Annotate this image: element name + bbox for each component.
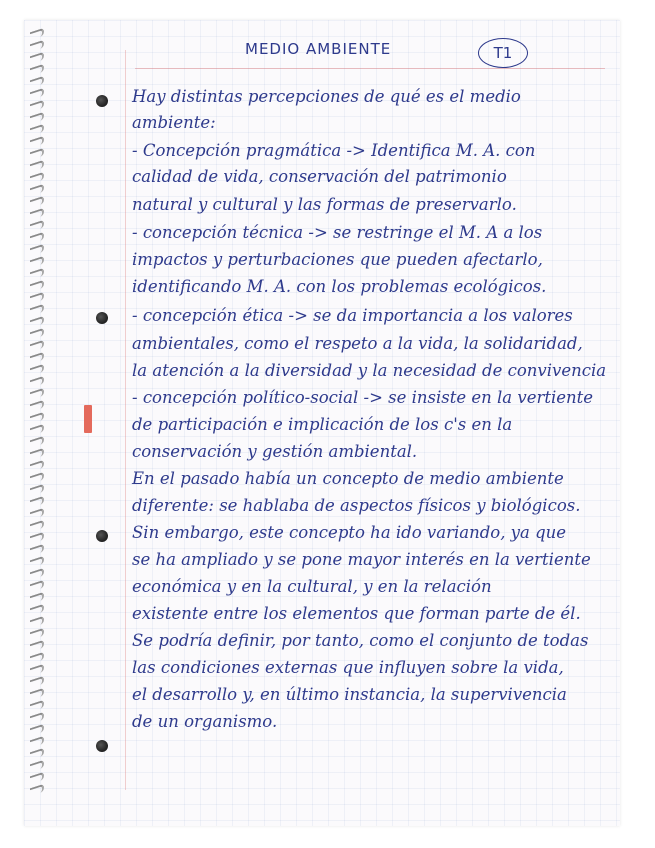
spiral-coil xyxy=(30,400,44,413)
spiral-coil xyxy=(30,52,44,65)
spiral-coil xyxy=(30,88,44,101)
spiral-coil xyxy=(30,640,44,653)
note-line: económica y en la cultural, y en la relación xyxy=(132,577,492,596)
spiral-coil xyxy=(30,256,44,269)
note-line: las condiciones externas que influyen sobre la vida, xyxy=(132,658,564,677)
note-line: Se podría definir, por tanto, como el conjunto de todas xyxy=(132,631,589,650)
punch-hole-icon xyxy=(96,740,108,752)
spiral-coil xyxy=(30,592,44,605)
spiral-coil xyxy=(30,328,44,341)
page-title: MEDIO AMBIENTE xyxy=(245,40,392,58)
spiral-coil xyxy=(30,736,44,749)
spiral-coil xyxy=(30,184,44,197)
spiral-coil xyxy=(30,376,44,389)
spiral-coil xyxy=(30,784,44,797)
spiral-coil xyxy=(30,388,44,401)
spiral-coil xyxy=(30,484,44,497)
note-line: - concepción ética -> se da importancia a los valores xyxy=(132,306,573,325)
spiral-coil xyxy=(30,172,44,185)
spiral-coil xyxy=(30,160,44,173)
punch-hole-icon xyxy=(96,530,108,542)
note-line: En el pasado había un concepto de medio ambiente xyxy=(132,469,564,488)
note-line: el desarrollo y, en último instancia, la supervivencia xyxy=(132,685,567,704)
spiral-coil xyxy=(30,148,44,161)
spiral-coil xyxy=(30,760,44,773)
note-line: la atención a la diversidad y la necesidad de convivencia xyxy=(132,361,607,380)
note-line: diferente: se hablaba de aspectos físicos y biológicos. xyxy=(132,496,581,515)
note-line: ambientales, como el respeto a la vida, la solidaridad, xyxy=(132,334,583,353)
spiral-coil xyxy=(30,64,44,77)
spiral-coil xyxy=(30,364,44,377)
spiral-coil xyxy=(30,472,44,485)
spiral-coil xyxy=(30,244,44,257)
punch-hole-icon xyxy=(96,312,108,324)
note-line: se ha ampliado y se pone mayor interés en la vertiente xyxy=(132,550,591,569)
note-line: natural y cultural y las formas de preservarlo. xyxy=(132,195,517,214)
spiral-coil xyxy=(30,208,44,221)
spiral-coil xyxy=(30,652,44,665)
spiral-coil xyxy=(30,448,44,461)
spiral-coil xyxy=(30,412,44,425)
spiral-coil xyxy=(30,460,44,473)
note-line: conservación y gestión ambiental. xyxy=(132,442,418,461)
spiral-coil xyxy=(30,424,44,437)
spiral-coil xyxy=(30,604,44,617)
spiral-binding xyxy=(30,30,44,810)
spiral-coil xyxy=(30,316,44,329)
note-line: - Concepción pragmática -> Identifica M. A. con xyxy=(132,141,536,160)
punch-hole-icon xyxy=(96,95,108,107)
note-line: - concepción técnica -> se restringe el M. A a los xyxy=(132,223,543,242)
note-line: ambiente: xyxy=(132,113,216,132)
spiral-coil xyxy=(30,292,44,305)
spiral-coil xyxy=(30,544,44,557)
spiral-coil xyxy=(30,772,44,785)
spiral-coil xyxy=(30,280,44,293)
spiral-coil xyxy=(30,496,44,509)
topic-number-badge: T1 xyxy=(478,38,528,68)
note-line: - concepción político-social -> se insiste en la vertiente xyxy=(132,388,594,407)
spiral-coil xyxy=(30,580,44,593)
spiral-coil xyxy=(30,508,44,521)
spiral-coil xyxy=(30,556,44,569)
spiral-coil xyxy=(30,304,44,317)
spiral-coil xyxy=(30,100,44,113)
spiral-coil xyxy=(30,688,44,701)
spiral-coil xyxy=(30,28,44,41)
spiral-coil xyxy=(30,196,44,209)
spiral-coil xyxy=(30,748,44,761)
spiral-coil xyxy=(30,568,44,581)
spiral-coil xyxy=(30,712,44,725)
paper-brand-tab xyxy=(84,405,92,433)
spiral-coil xyxy=(30,520,44,533)
margin-line xyxy=(125,50,126,790)
spiral-coil xyxy=(30,136,44,149)
spiral-coil xyxy=(30,112,44,125)
spiral-coil xyxy=(30,220,44,233)
spiral-coil xyxy=(30,40,44,53)
note-line: existente entre los elementos que forman parte de él. xyxy=(132,604,581,623)
note-line: de un organismo. xyxy=(132,712,278,731)
spiral-coil xyxy=(30,268,44,281)
title-rule xyxy=(135,68,605,69)
note-line: identificando M. A. con los problemas ecológicos. xyxy=(132,277,547,296)
spiral-coil xyxy=(30,352,44,365)
spiral-coil xyxy=(30,664,44,677)
note-line: Hay distintas percepciones de qué es el medio xyxy=(132,87,521,106)
spiral-coil xyxy=(30,532,44,545)
note-line: calidad de vida, conservación del patrimonio xyxy=(132,167,507,186)
note-line: Sin embargo, este concepto ha ido variando, ya que xyxy=(132,523,567,542)
spiral-coil xyxy=(30,436,44,449)
spiral-coil xyxy=(30,724,44,737)
note-line: impactos y perturbaciones que pueden afectarlo, xyxy=(132,250,543,269)
spiral-coil xyxy=(30,700,44,713)
spiral-coil xyxy=(30,340,44,353)
spiral-coil xyxy=(30,76,44,89)
spiral-coil xyxy=(30,676,44,689)
spiral-coil xyxy=(30,628,44,641)
spiral-coil xyxy=(30,232,44,245)
note-line: de participación e implicación de los c's en la xyxy=(132,415,513,434)
spiral-coil xyxy=(30,124,44,137)
spiral-coil xyxy=(30,616,44,629)
